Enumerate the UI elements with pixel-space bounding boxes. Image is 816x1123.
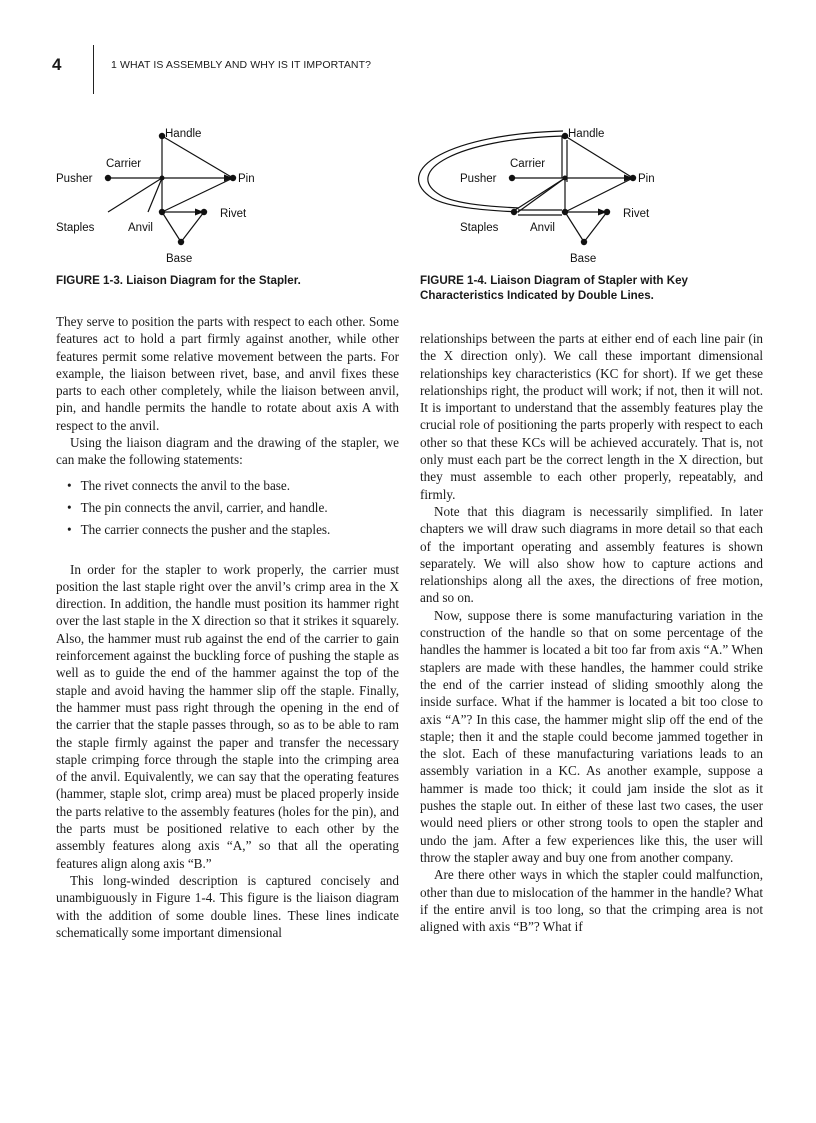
node-pin: [630, 175, 636, 181]
right-column: [420, 330, 763, 935]
list-item: • The rivet connects the anvil to the base.: [67, 477, 399, 494]
list-item: • The carrier connects the pusher and the staples.: [67, 521, 399, 538]
paragraph: Are there other ways in which the stapler could malfunction, other than due to mislocation of the hammer in the handle? What if the entire anvil is too long, so that the crimping area is not aligned with axis “B”? What if: [420, 867, 763, 935]
paragraph: Note that this diagram is necessarily simplified. In later chapters we will draw such diagrams in more detail so that each of the important operating and assembly features is shown separately. We will also show how to capture actions and relationships along all the axes, the directions of free motion, and so on.: [420, 503, 763, 606]
kc-double-line-handle-inner: [428, 136, 563, 208]
left-column: [56, 313, 399, 941]
label-rivet: Rivet: [220, 208, 247, 220]
label-pusher: Pusher: [460, 173, 497, 185]
edge-pin-anvil: [565, 178, 633, 212]
label-staples: Staples: [56, 222, 95, 234]
label-handle: Handle: [165, 128, 202, 140]
paragraph: Now, suppose there is some manufacturing variation in the construction of the handle so that on some percentage of the handles the hammer is located a bit too far from axis “A.” When staplers are made with these handles, the hammer could strike the end of the carrier instead of sliding smoothly along the inside surface. What if the hammer is located a bit too close to axis “A”? In this case, the hammer might slip off the end of the staple; then it and the staple could become jammed together in the slot. Each of these manufacturing variations leads to an assembly variation in a KC. As another example, suppose a hammer is made too thick; it could jam inside the slot as it pushes the staple out. In either of these last two cases, the user would need pliers or other strong tools to open the stapler and undo the jam. After a few experiences like this, the user will throw the stapler away and buy one from another company.: [420, 607, 763, 865]
paragraph: This long-winded description is captured concisely and unambiguously in Figure 1-4. This figure is the liaison diagram with the addition of some double lines. These lines indicate schematically some important dimensional: [56, 872, 399, 940]
label-anvil: Anvil: [128, 222, 153, 234]
label-pusher: Pusher: [56, 173, 93, 185]
figure-1-4-caption: FIGURE 1-4. Liaison Diagram of Stapler with Key Characteristics Indicated by Double Lines.: [420, 274, 688, 302]
figure-1-4-diagram: [0, 0, 816, 300]
edge-handle-pin: [565, 136, 633, 178]
paragraph: In order for the stapler to work properly, the carrier must position the last staple right over the anvil’s crimp area in the X direction. In addition, the handle must position its hammer right over the last staple in the X direction so that it strikes it squarely. Also, the hammer must rub against the end of the carrier to gain reinforcement against the buckling force of pushing the staple as well as to guide the end of the hammer against the top of the staple and avoid having the hammer slip off the staple. Finally, the hammer must pass right through the opening in the end of the carrier that the staple passes through, so as to be able to ram the staple firmly against the paper and transfer the necessary staple crimping force through the staple into the crimping area of the anvil. Equivalently, we can say that the operating features (hammer, staple slot, crimp area) must be placed properly inside the parts relative to the assembly features (holes for the pin), and the parts must be positioned relative to each other by the assembly features along axis “A,” so that all the operating features align along axis “B.”: [56, 561, 399, 871]
label-base: Base: [166, 253, 193, 265]
page-number: 4: [52, 55, 62, 74]
label-anvil: Anvil: [530, 222, 555, 234]
paragraph: relationships between the parts at either end of each line pair (in the X direction only). We call these important dimensional relationships key characteristics (KC for short). If we get these relationships right, the product will work; if not, then it will not. It is important to understand that the assembly features play the crucial role of positioning the parts properly with respect to each other so that these KCs will be achieved accurately. That is, not only must each part be the correct length in the X direction, but they must assemble to each other properly, repeatably, and firmly.: [420, 331, 763, 502]
label-rivet: Rivet: [623, 208, 650, 220]
paragraph: They serve to position the parts with respect to each other. Some features act to hold a part firmly against another, while other features permit some relative movement between the parts. For example, the liaison between rivet, base, and anvil fixes these parts to each other completely, while the liaison between anvil, pin, and handle permits the handle to rotate about axis A with respect to the anvil.: [56, 314, 399, 433]
label-carrier: Carrier: [106, 158, 142, 170]
running-title: 1 WHAT IS ASSEMBLY AND WHY IS IT IMPORTANT?: [111, 59, 372, 71]
node-carrier: [563, 176, 568, 181]
label-staples: Staples: [460, 222, 499, 234]
bullet-list: [56, 477, 399, 539]
edge-rivet-base: [584, 212, 607, 242]
label-pin: Pin: [238, 173, 255, 185]
paragraph: Using the liaison diagram and the drawing of the stapler, we can make the following statements:: [56, 435, 399, 468]
label-pin: Pin: [638, 173, 655, 185]
edge-carrier-anvil: [518, 178, 565, 212]
label-handle: Handle: [568, 128, 605, 140]
node-base: [581, 239, 587, 245]
edge-anvil-base: [565, 212, 584, 242]
figure-1-3-caption: FIGURE 1-3. Liaison Diagram for the Stapler.: [56, 274, 301, 287]
label-carrier: Carrier: [510, 158, 546, 170]
list-item: • The pin connects the anvil, carrier, and handle.: [67, 499, 399, 516]
node-staples: [511, 209, 517, 215]
label-base: Base: [570, 253, 597, 265]
node-pusher: [509, 175, 515, 181]
node-anvil: [562, 209, 568, 215]
node-rivet: [604, 209, 610, 215]
